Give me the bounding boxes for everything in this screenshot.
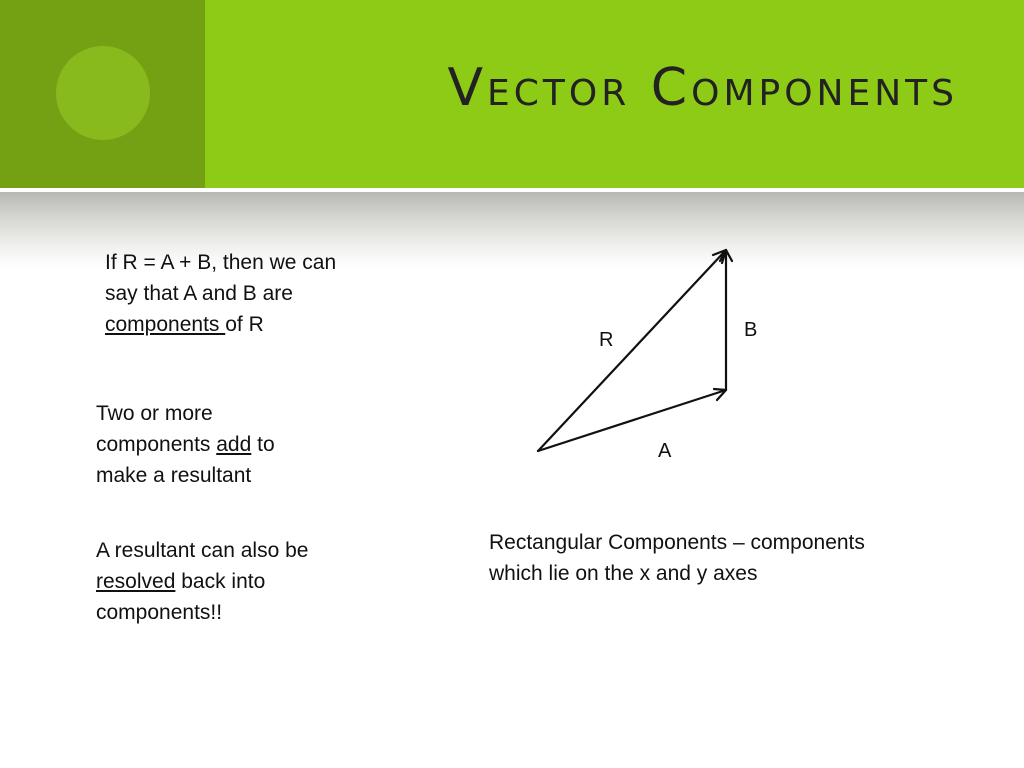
- rectangular-components-text: [489, 527, 959, 589]
- resolved-term: resolved: [96, 570, 176, 593]
- resolution-text: [96, 535, 386, 628]
- addition-text: [96, 398, 356, 491]
- vector-a-label: A: [658, 440, 672, 462]
- rectangular-line-1: Rectangular Components – components: [489, 531, 865, 554]
- decorative-circle-icon: [56, 46, 150, 140]
- vector-b-label: B: [744, 319, 758, 341]
- addition-line-2: [96, 429, 356, 460]
- slide-title: Vector Components: [447, 58, 958, 118]
- title-bar: [205, 0, 1024, 188]
- vector-a-arrowhead-icon: [714, 389, 726, 400]
- resolution-suffix: back into: [175, 570, 266, 593]
- vector-r-label: R: [599, 329, 614, 351]
- vector-triangle-diagram: [500, 230, 770, 480]
- definition-line-3: [105, 309, 405, 340]
- resolution-line-1: A resultant can also be: [96, 539, 309, 562]
- rectangular-line-2: which lie on the x and y axes: [489, 562, 758, 585]
- definition-suffix: of R: [225, 313, 264, 336]
- components-term: components: [105, 313, 226, 336]
- definition-text: [105, 247, 405, 340]
- resolution-line-2: [96, 566, 386, 597]
- definition-line-2: say that A and B are: [105, 282, 293, 305]
- addition-suffix: to: [251, 433, 275, 456]
- resolution-line-3: components!!: [96, 601, 223, 624]
- definition-line-1: If R = A + B, then we can: [105, 251, 337, 274]
- add-term: add: [216, 433, 252, 456]
- header-left-panel: [0, 0, 205, 188]
- addition-line-3: make a resultant: [96, 464, 252, 487]
- addition-line-1: Two or more: [96, 402, 213, 425]
- addition-prefix: components: [96, 433, 217, 456]
